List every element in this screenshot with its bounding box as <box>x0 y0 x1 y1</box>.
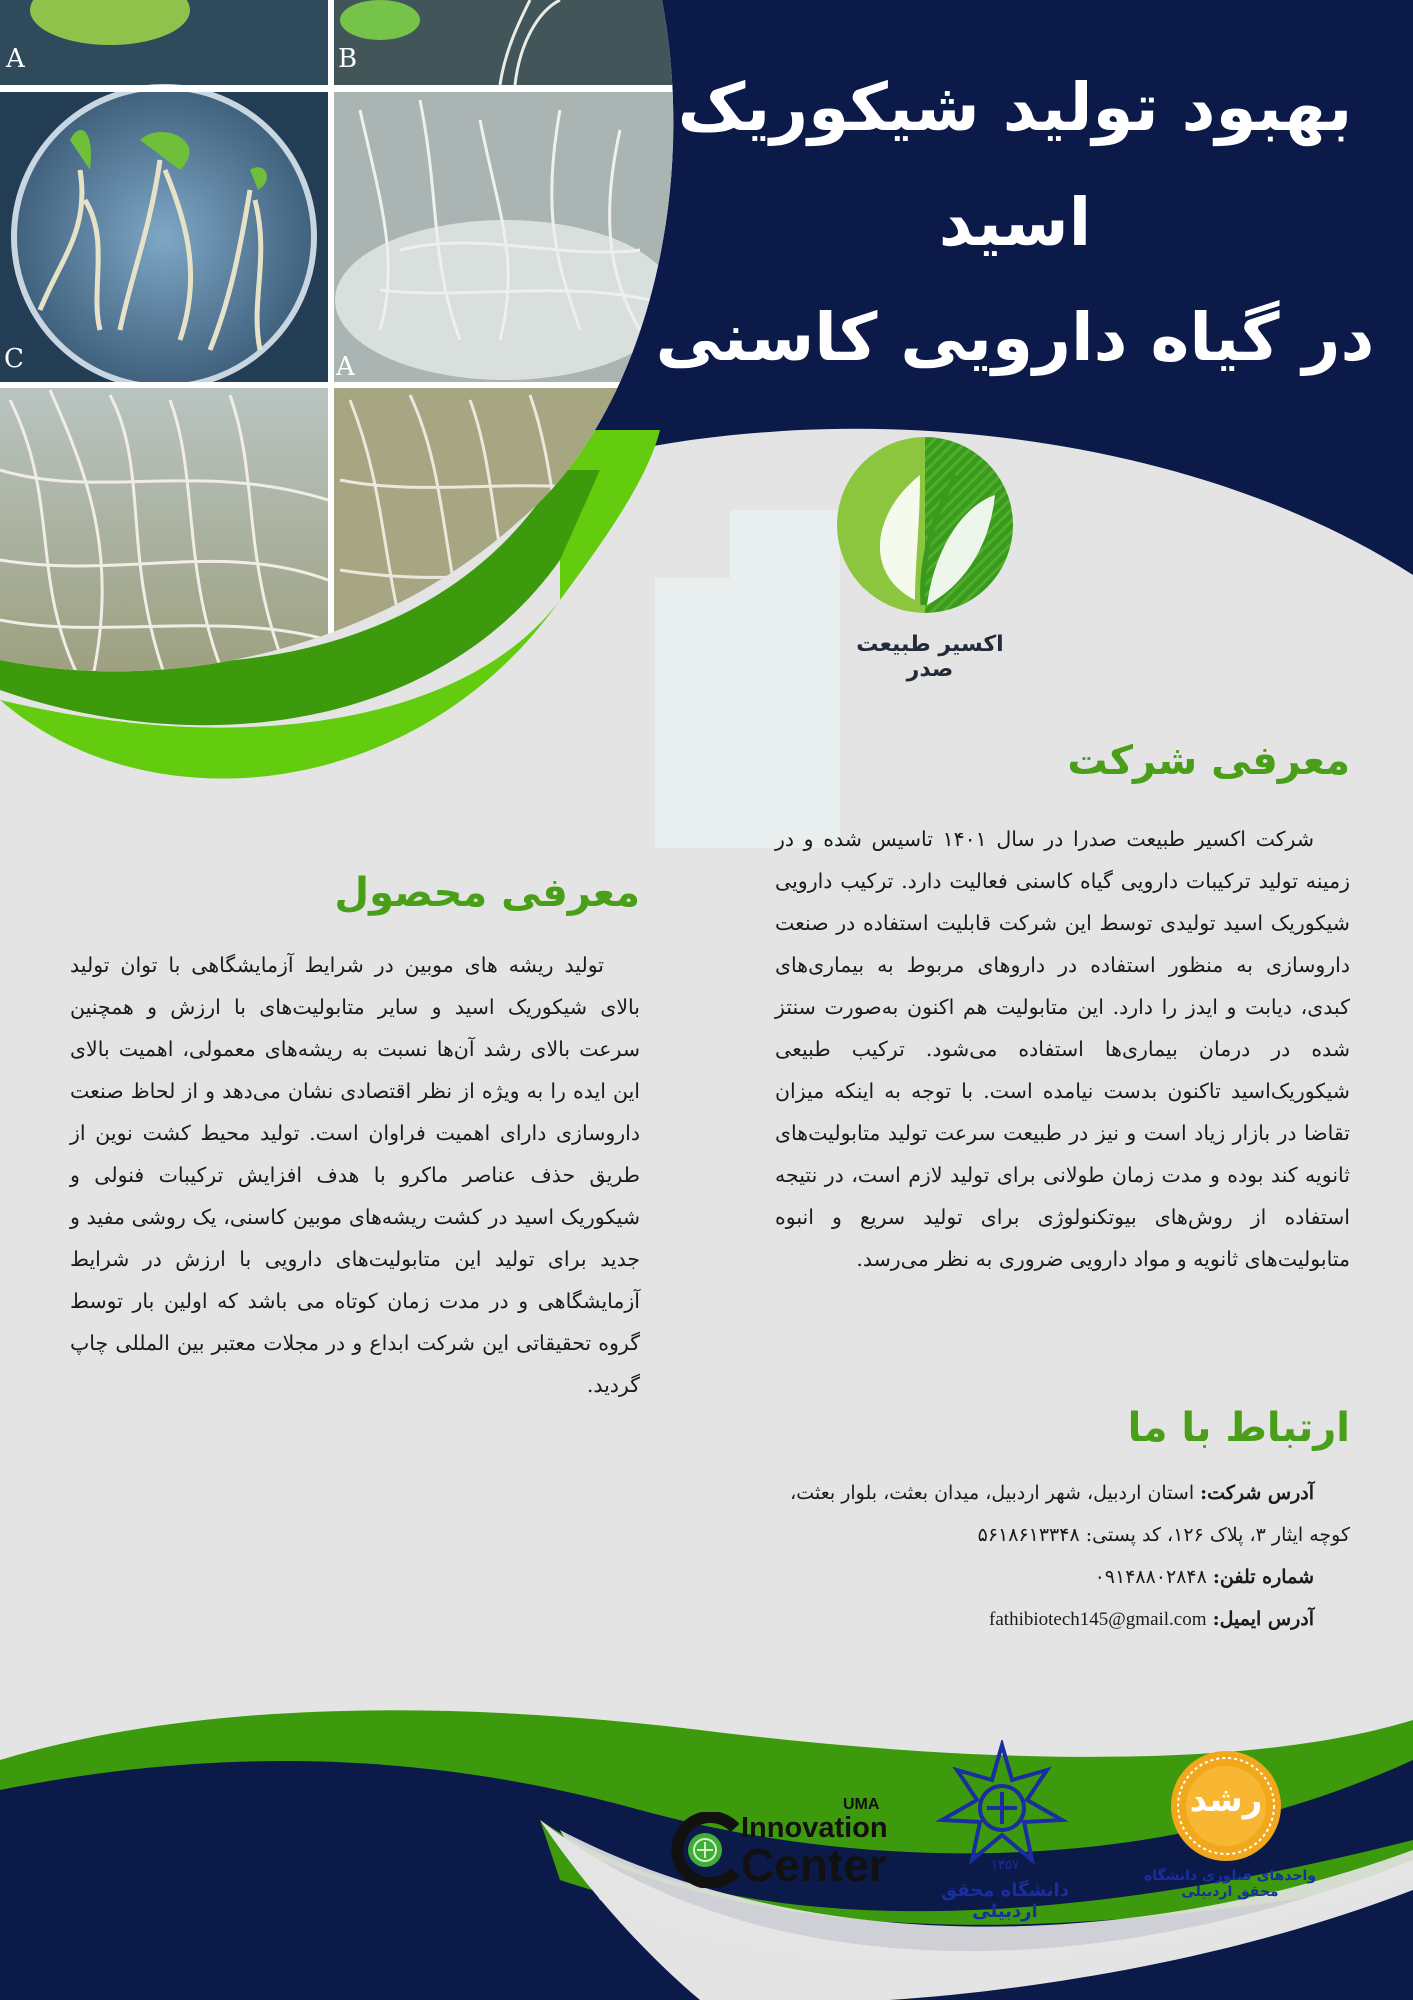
poster-title-line-1: بهبود تولید شیکوریک اسید <box>677 69 1353 261</box>
leaf-logo-icon <box>835 435 1015 615</box>
contact-address-continued: کوچه ایثار ۳، پلاک ۱۲۶، کد پستی: ۵۶۱۸۶۱۳۳۴۸ <box>977 1524 1350 1546</box>
phone-value[interactable]: ۰۹۱۴۸۸۰۲۸۴۸ <box>1094 1566 1213 1588</box>
contact-address <box>760 1472 1350 1514</box>
poster-title-line-2: در گیاه دارویی کاسنی <box>655 299 1375 376</box>
product-intro-heading: معرفی محصول <box>334 870 640 916</box>
email-value[interactable]: fathibiotech145@gmail.com <box>989 1609 1207 1630</box>
hairy-roots-photo-collage <box>0 0 680 700</box>
uma-label: UMA <box>843 1796 880 1813</box>
contact-info <box>760 1472 1350 1641</box>
address-value: استان اردبیل، شهر اردبیل، میدان بعثت، بلوار بعثت، <box>790 1482 1201 1504</box>
company-intro-heading: معرفی شرکت <box>1067 738 1350 784</box>
address-label: آدرس شرکت: <box>1200 1482 1314 1504</box>
growth-center-mark: رشد <box>1189 1780 1263 1820</box>
university-year: ۱۳۵۷ <box>991 1858 1019 1873</box>
product-intro-body: تولید ریشه های موبین در شرایط آزمایشگاهی با توان تولید بالای شیکوریک اسید و سایر متابولیت‌های با ارزش و همچنین سرعت بالای رشد آن‌ها نسبت به ریشه‌های معمولی، اهمیت بالای این ایده را به ویژه از نظر اقتصادی نشان می‌دهد و از لحاظ صنعت داروسازی دارای اهمیت فراوان است. تولید محیط کشت نوین از طریق حذف عناصر ماکرو با هدف افزایش ترکیبات فنولی و شیکوریک اسید در کشت ریشه‌های موبین کاسنی، یک روشی مفید و جدید برای تولید این متابولیت‌های دارویی با ارزش در شرایط آزمایشگاهی و در مدت زمان کوتاه می باشد که اولین بار توسط گروه تحقیقاتی این شرکت ابداع و در مجلات معتبر بین المللی چاپ گردید. <box>70 953 640 1397</box>
university-name: دانشگاه محقق اردبیلی <box>941 1880 1069 1922</box>
contact-heading: ارتباط با ما <box>1127 1405 1350 1451</box>
innovation-center-c-icon <box>669 1812 745 1888</box>
contact-phone <box>760 1556 1350 1598</box>
university-emblem-icon <box>932 1740 1072 1870</box>
innovation-center-logo <box>665 1790 895 1890</box>
contact-email <box>760 1598 1350 1641</box>
panel-label-c: C <box>4 344 24 374</box>
company-logo-name: اکسیر طبیعت صدر <box>856 632 1004 682</box>
innovation-label: Innovation <box>741 1812 888 1844</box>
growth-center-name: واحد‌های فناوری دانشگاه محقق اردبیلی <box>1143 1868 1317 1900</box>
phone-label: شماره تلفن: <box>1212 1566 1314 1588</box>
panel-label-b: B <box>338 44 358 74</box>
panel-label-a2: A <box>336 352 355 382</box>
company-intro-body: شرکت اکسیر طبیعت صدرا در سال ۱۴۰۱ تاسیس شده و در زمینه تولید ترکیبات دارویی گیاه کاسنی فعالیت دارد. ترکیب دارویی شیکوریک اسید تولیدی توسط این شرکت قابلیت استفاده در صنعت داروسازی به منظور استفاده در داروهای مربوط به بیماری‌های کبدی، دیابت و ایدز را دارد. این متابولیت هم اکنون به‌صورت سنتز شده در درمان بیماری‌ها استفاده می‌شود. ترکیب طبیعی شیکوریک‌اسید تاکنون بدست نیامده است. با توجه به اینکه میزان تقاضا در بازار زیاد است و نیز در طبیعت سرعت تولید متابولیت‌های ثانویه کند بوده و مدت زمان طولانی برای تولید لازم است، در نتیجه استفاده از روش‌های بیوتکنولوژی برای تولید سریع و انبوه متابولیت‌های ثانویه و مواد دارویی ضروری به نظر می‌رسد. <box>775 827 1350 1271</box>
email-label: آدرس ایمیل: <box>1212 1608 1314 1630</box>
center-label: Center <box>741 1839 887 1891</box>
poster-title <box>650 50 1380 395</box>
panel-label-a: A <box>6 44 25 74</box>
